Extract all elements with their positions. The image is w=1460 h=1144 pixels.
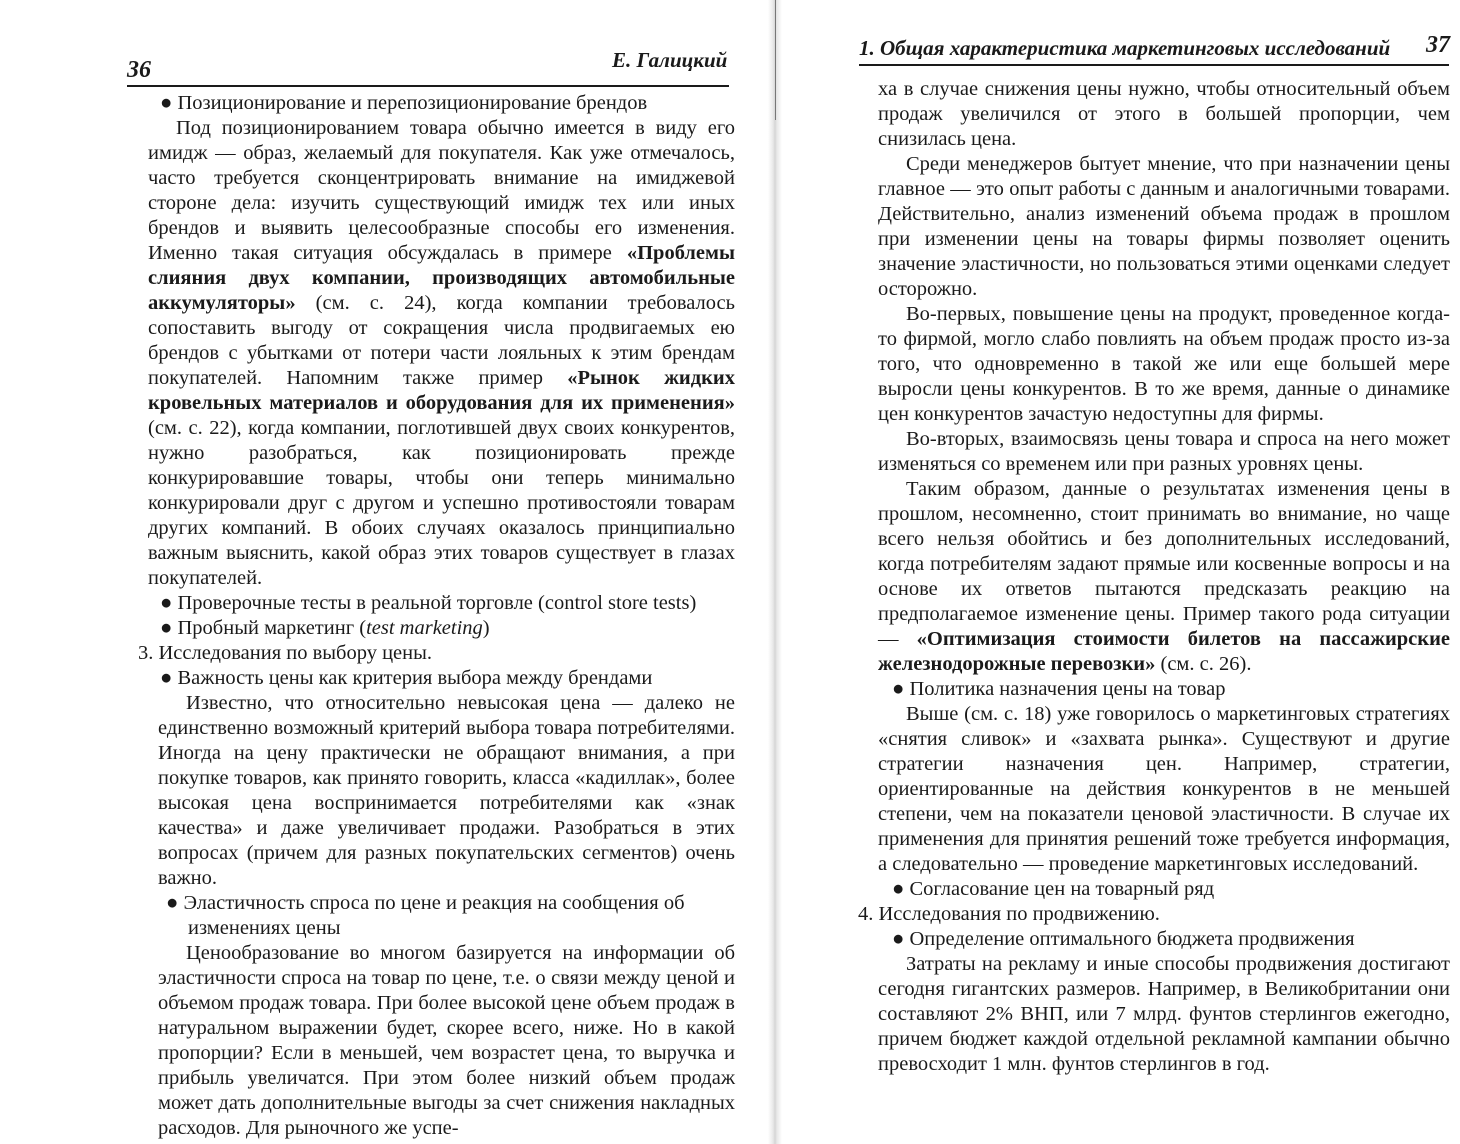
left-running-title: Е. Галицкий (612, 48, 728, 72)
right-running-title: 1. Общая характеристика маркетинговых исследований (859, 36, 1391, 60)
para-text: (см. с. 24), когда компании требовалось сопоставить выгоду от сокращения числа продвигаемых ею брендов с убытками от потери части лояльных к этим брендам покупателей. Напомним также пример (148, 292, 735, 389)
book-gutter (768, 0, 782, 1144)
bullet-positioning: ● Позиционирование и перепозиционирование брендов (160, 92, 648, 114)
para-text: (см. с. 22), когда компании, поглотившей двух своих конкурентов, нужно разобраться, как позиционировать прежде конкурировавшие товары, чтобы они теперь минимально конкурировали друг с другом и успешно противостояли товарам других компаний. В обоих случаях оказалось принципиально важным выяснить, какой образ этих товаров существует в глазах покупателей. (148, 417, 735, 589)
right-page-body (858, 77, 1450, 1077)
bullet-text: ● Пробный маркетинг ( (160, 617, 367, 639)
bullet-pricing-policy: ● Политика назначения цены на товар (892, 678, 1226, 700)
bullet-text: ) (482, 617, 490, 639)
para-text: (см. с. 26). (1155, 653, 1252, 675)
left-page-body (138, 91, 735, 1141)
paragraph-conclusion (878, 477, 1450, 677)
paragraph-second-reason: Во-вторых, взаимосвязь цены товара и спроса на него может изменяться со временем или при разных уровнях цены. (878, 428, 1450, 475)
section-4-heading: 4. Исследования по продвижению. (858, 903, 1160, 925)
paragraph-price-importance: Известно, что относительно невысокая цена — далеко не единственно возможный критерий выбора товара потребителями. Иногда на цену практически не обращают внимания, а при покупке товаров, как принято говорить, класса «кадиллак», более высокая цена воспринимается потребителями как «знак качества» и даже увеличивает продажи. Разобраться в этих вопросах (причем для разных покупательских сегментов) очень важно. (158, 692, 735, 889)
paragraph-positioning (138, 116, 735, 591)
para-text: Таким образом, данные о результатах изменения цены в прошлом, несомненно, стоит принимать во внимание, но чаще всего нельзя обойтись и без дополнительных исследований, когда потребителям задают прямые или косвенные вопросы и на основе их ответов пытаются предсказать реакцию на предполагаемое изменение цены. Пример такого рода ситуации — (878, 478, 1450, 650)
bullet-control-store-tests: ● Проверочные тесты в реальной торговле (control store tests) (160, 592, 697, 614)
example-ref-railway: «Оптимизация стоимости билетов на пассажирские железнодорожные перевозки» (878, 628, 1450, 675)
paragraph-first-reason: Во-первых, повышение цены на продукт, проведенное когда-то фирмой, могло слабо повлиять на объем продаж просто из-за того, что одновременно в такой же или еще большей мере выросли цены конкурентов. В то же время, данные о динамике цен конкурентов зачастую недоступны для фирмы. (878, 303, 1450, 425)
bullet-product-line-pricing: ● Согласование цен на товарный ряд (892, 878, 1215, 900)
para-text: Под позиционированием товара обычно имеется в виду его имидж — образ, желаемый для покупателя. Как уже отмечалось, часто требуется сконцентрировать внимание на имиджевой стороне дела: изучить существующий имидж тех или иных брендов и выявить целесообразные способы его изменения. Именно такая ситуация обсуждалась в примере (148, 117, 735, 264)
right-page-number: 37 (1426, 32, 1450, 58)
paragraph-advertising-costs: Затраты на рекламу и иные способы продвижения достигают сегодня гигантских размеров. Например, в Великобритании они составляют 2% ВНП, или 7 млрд. фунтов стерлингов ежегодно, причем бюджет каждой отдельной рекламной кампании обычно превосходит 1 млн. фунтов стерлингов в год. (878, 953, 1450, 1075)
left-page-number: 36 (127, 57, 151, 83)
left-header-rule (127, 85, 729, 87)
test-marketing-term: test marketing (366, 617, 483, 639)
right-page (782, 0, 1460, 1144)
section-3-heading: 3. Исследования по выбору цены. (138, 642, 433, 664)
bullet-price-importance: ● Важность цены как критерия выбора между брендами (160, 667, 653, 689)
paragraph-pricing: Ценообразование во многом базируется на информации об эластичности спроса на товар по цене, т.е. о связи между ценой и объемом продаж товара. При более высокой цене объем продаж в натуральном выражении будет, скорее всего, ниже. Но в какой пропорции? Если в меньшей, чем возрастет цена, то выручка и прибыль увеличатся. При этом более низкий объем продаж может дать дополнительные выгоды за счет снижения накладных расходов. Для рыночного же успе- (158, 942, 735, 1139)
bullet-test-marketing (138, 616, 735, 641)
gutter-crease (775, 0, 776, 120)
paragraph-continued: ха в случае снижения цены нужно, чтобы относительный объем продаж увеличился от этого в большей пропорции, чем снизилась цена. (878, 78, 1450, 150)
right-header-rule (859, 64, 1449, 66)
paragraph-managers-opinion: Среди менеджеров бытует мнение, что при назначении цены главное — это опыт работы с данным и аналогичными товарами. Действительно, анализ изменений объема продаж в прошлом при изменении цены на товары фирмы позволяет оценить значение эластичности, но пользоваться этими оценками следует осторожно. (878, 153, 1450, 300)
paragraph-pricing-strategies: Выше (см. с. 18) уже говорилось о маркетинговых стратегиях «снятия сливок» и «захвата рынка». Существуют и другие стратегии назначения цен. Например, стратегии, ориентированные на действия конкурентов в не меньшей степени, чем на показатели ценовой эластичности. В случае их применения для принятия решений тоже требуется информация, а следовательно — проведение маркетинговых исследований. (878, 703, 1450, 875)
bullet-price-elasticity: ● Эластичность спроса по цене и реакция на сообщения об изменениях цены (166, 892, 685, 939)
example-ref-batteries: «Проблемы слияния двух компании, производящих автомобильные аккумуляторы» (148, 242, 735, 314)
example-ref-roofing: «Рынок жидких кровельных материалов и оборудования для их применения» (148, 367, 735, 414)
bullet-promotion-budget: ● Определение оптимального бюджета продвижения (892, 928, 1355, 950)
